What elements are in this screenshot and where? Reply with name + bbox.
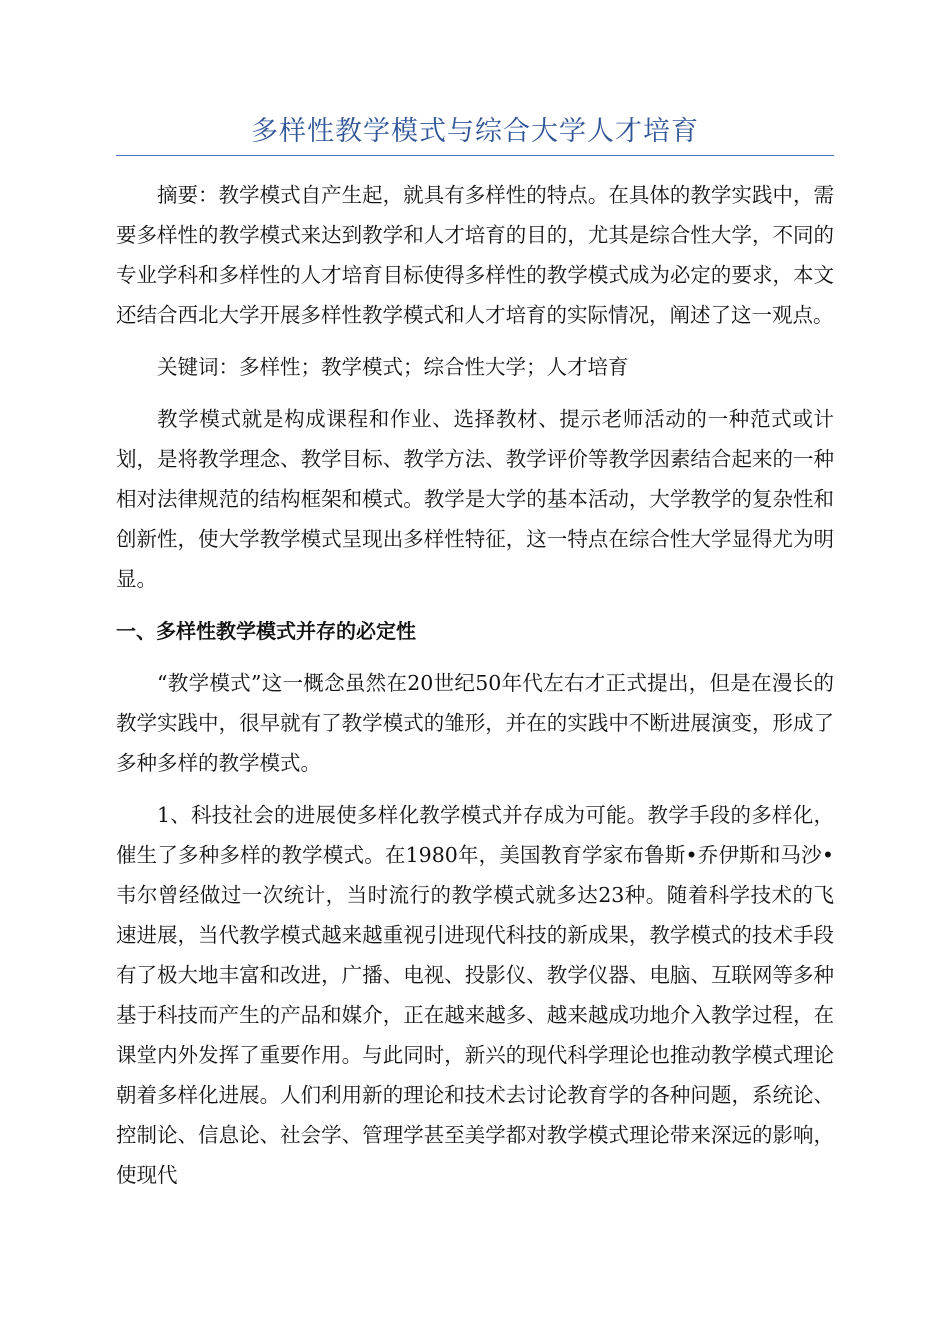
abstract-paragraph: 摘要：教学模式自产生起，就具有多样性的特点。在具体的教学实践中，需要多样性的教学模式来达到教学和人才培育的目的，尤其是综合性大学，不同的专业学科和多样性的人才培育目标使得多样性的教学模式成为必定的要求，本文还结合西北大学开展多样性教学模式和人才培育的实际情况，阐述了这一观点。 [116, 183, 834, 327]
document-body [116, 175, 834, 1195]
section-paragraph-1: “教学模式”这一概念虽然在20世纪50年代左右才正式提出，但是在漫长的教学实践中，很早就有了教学模式的雏形，并在的实践中不断进展演变，形成了多种多样的教学模式。 [116, 671, 834, 775]
document-title: 多样性教学模式与综合大学人才培育 [251, 116, 699, 147]
intro-paragraph: 教学模式就是构成课程和作业、选择教材、提示老师活动的一种范式或计划，是将教学理念、教学目标、教学方法、教学评价等教学因素结合起来的一种相对法律规范的结构框架和模式。教学是大学的基本活动，大学教学的复杂性和创新性，使大学教学模式呈现出多样性特征，这一特点在综合性大学显得尤为明显。 [116, 407, 834, 591]
section-paragraph-2: 1、科技社会的进展使多样化教学模式并存成为可能。教学手段的多样化，催生了多种多样的教学模式。在1980年，美国教育学家布鲁斯•乔伊斯和马沙•韦尔曾经做过一次统计，当时流行的教学模式就多达23种。随着科学技术的飞速进展，当代教学模式越来越重视引进现代科技的新成果，教学模式的技术手段有了极大地丰富和改进，广播、电视、投影仪、教学仪器、电脑、互联网等多种基于科技而产生的产品和媒介，正在越来越多、越来越成功地介入教学过程，在课堂内外发挥了重要作用。与此同时，新兴的现代科学理论也推动教学模式理论朝着多样化进展。人们利用新的理论和技术去讨论教育学的各种问题，系统论、控制论、信息论、社会学、管理学甚至美学都对教学模式理论带来深远的影响，使现代 [116, 803, 834, 1187]
title-underline [116, 155, 834, 156]
section-heading: 一、多样性教学模式并存的必定性 [116, 619, 416, 643]
keywords-paragraph: 关键词：多样性；教学模式；综合性大学；人才培育 [157, 355, 629, 379]
